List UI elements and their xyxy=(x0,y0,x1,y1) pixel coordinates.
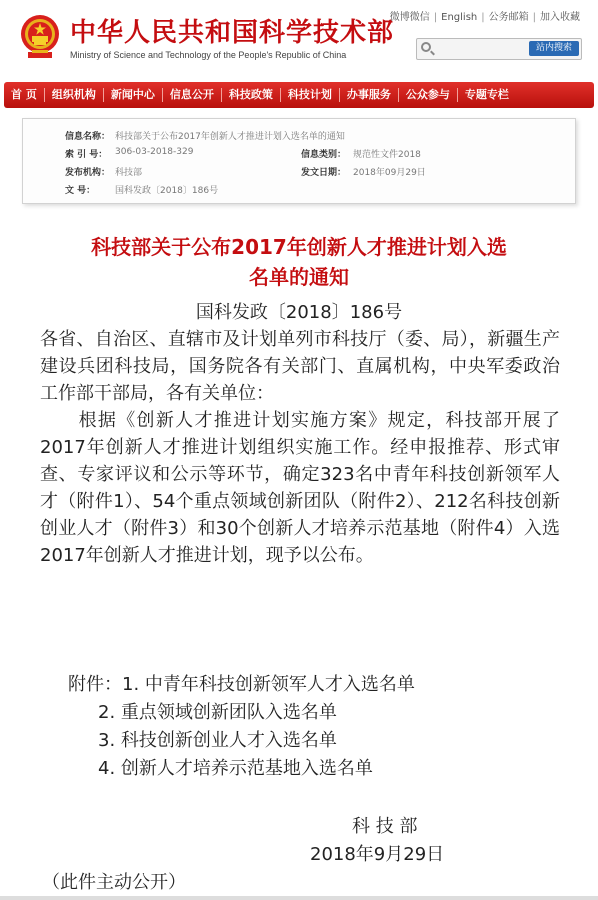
site-header xyxy=(0,0,598,80)
main-nav xyxy=(4,82,594,108)
date-value: 2018年09月29日 xyxy=(353,168,426,178)
site-title: 中华人民共和国科学技术部 xyxy=(70,18,395,48)
info-name-label: 信息名称： xyxy=(65,132,111,142)
search-button[interactable]: 站内搜索 xyxy=(529,41,579,56)
doc-number-label: 文 号： xyxy=(65,186,96,196)
nav-item-organization[interactable]: 组织机构 xyxy=(51,88,96,101)
search-icon xyxy=(421,42,431,52)
national-emblem-icon xyxy=(20,14,60,60)
category-label: 信息类别： xyxy=(301,150,347,160)
top-links xyxy=(388,8,582,23)
nav-item-policy[interactable]: 科技政策 xyxy=(228,88,273,101)
info-name-value: 科技部关于公布2017年创新人才推进计划入选名单的通知 xyxy=(115,132,345,142)
title-line-1: 科技部关于公布2017年创新人才推进计划入选 xyxy=(91,235,507,259)
attachment-2[interactable]: 2. 重点领域创新团队入选名单 xyxy=(98,702,337,723)
attachment-4[interactable]: 4. 创新人才培养示范基地入选名单 xyxy=(98,758,373,779)
divider: | xyxy=(532,12,536,23)
divider: | xyxy=(433,12,438,23)
date-label: 发文日期： xyxy=(301,168,347,178)
mail-link[interactable]: 公务邮箱 xyxy=(488,12,529,23)
publisher-value: 科技部 xyxy=(115,168,143,178)
meta-row-publisher xyxy=(23,165,575,181)
nav-item-programs[interactable]: 科技计划 xyxy=(287,88,332,101)
index-value: 306-03-2018-329 xyxy=(115,147,194,157)
site-subtitle: Ministry of Science and Technology of the People's Republic of China xyxy=(70,50,347,60)
doc-number-value: 国科发政〔2018〕186号 xyxy=(115,186,219,196)
meta-row-doc-number xyxy=(23,183,575,199)
bookmark-link[interactable]: 加入收藏 xyxy=(540,12,580,23)
category-value: 规范性文件2018 xyxy=(353,150,421,160)
search-box xyxy=(416,38,582,60)
search-input[interactable] xyxy=(437,40,531,58)
attachment-3[interactable]: 3. 科技创新创业人才入选名单 xyxy=(98,730,337,751)
publisher-label: 发布机构： xyxy=(65,168,111,178)
divider: | xyxy=(481,12,485,23)
english-link[interactable]: English xyxy=(441,12,478,23)
index-label: 索 引 号： xyxy=(65,150,108,160)
meta-row-index xyxy=(23,147,575,163)
document-title xyxy=(20,232,578,292)
nav-item-disclosure[interactable]: 信息公开 xyxy=(169,88,214,101)
weibo-wechat-link[interactable]: 微博微信 xyxy=(389,12,430,23)
nav-item-services[interactable]: 办事服务 xyxy=(346,88,391,101)
nav-item-home[interactable]: 首 页 xyxy=(11,88,37,101)
sign-date: 2018年9月29日 xyxy=(310,844,445,865)
signer: 科 技 部 xyxy=(352,816,418,837)
disclosure-note: （此件主动公开） xyxy=(42,872,186,893)
document-metadata-panel xyxy=(22,118,576,204)
nav-item-participation[interactable]: 公众参与 xyxy=(405,88,450,101)
meta-row-name xyxy=(23,129,575,145)
nav-item-topics[interactable]: 专题专栏 xyxy=(464,88,509,101)
document-body: 各省、自治区、直辖市及计划单列市科技厅（委、局），新疆生产建设兵团科技局，国务院各有关部门、直属机构，中央军委政治工作部干部局，各有关单位： 根据《创新人才推进计划实施方案》规定，科技部开展了2017年创新人才推进计划组织实施工作。经申报推荐、形式审查、专家评议和公示等环节，确定323名中青年科技创新领军人才（附件1）、54个重点领域创新团队（附件2）、212名科技创新创业人才（附件3）和30个创新人才培养示范基地（附件4）入选2017年创新人才推进计划，现予以公布。 xyxy=(40,329,560,566)
attachment-1[interactable]: 附件：1. 中青年科技创新领军人才入选名单 xyxy=(68,674,415,695)
divider xyxy=(0,896,598,900)
document-number: 国科发政〔2018〕186号 xyxy=(195,302,403,323)
nav-item-news[interactable]: 新闻中心 xyxy=(110,88,155,101)
title-line-2: 名单的通知 xyxy=(249,265,349,289)
